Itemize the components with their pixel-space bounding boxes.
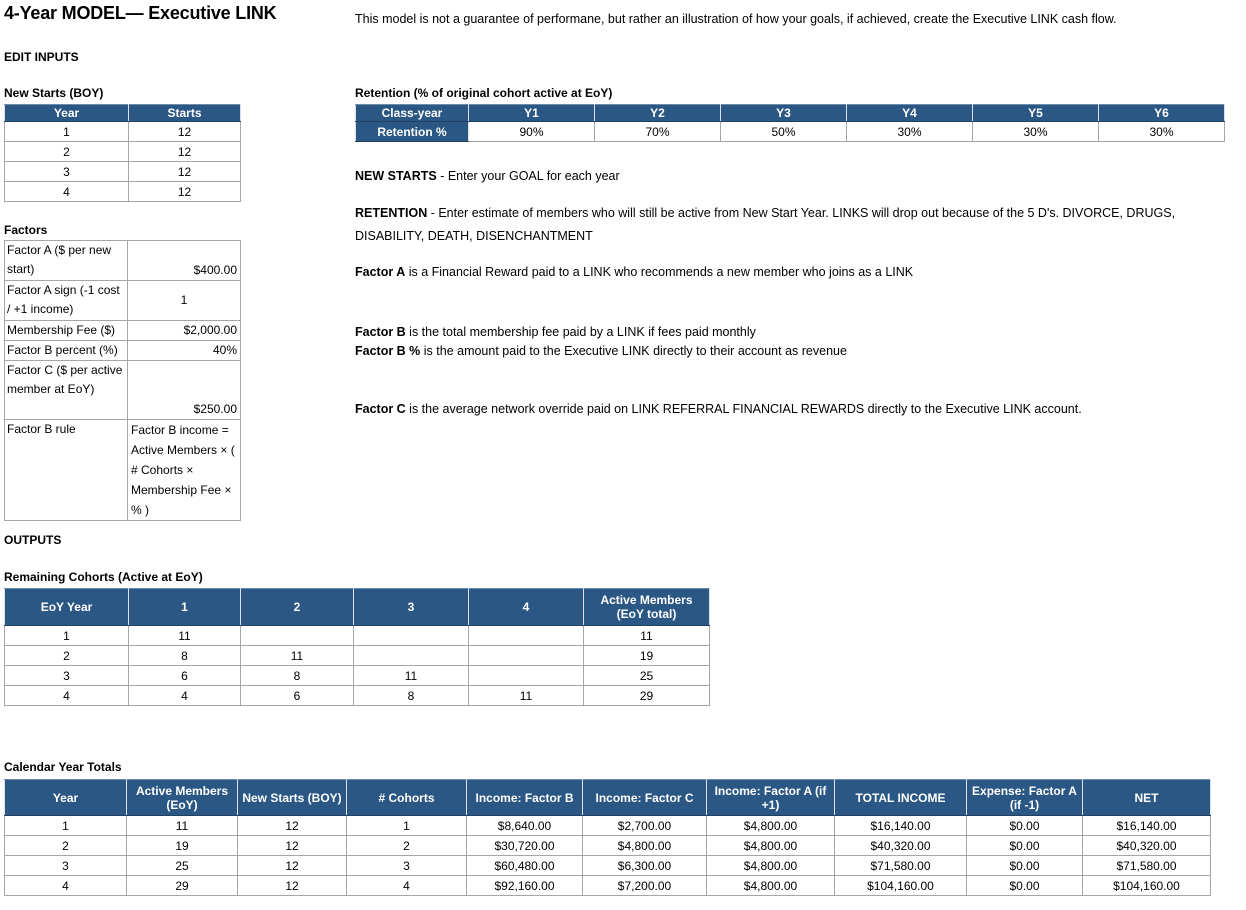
input-cell-retention[interactable]: 30% [973, 122, 1099, 142]
table-row [5, 666, 710, 686]
cell: 12 [238, 836, 347, 856]
calendar-totals-title: Calendar Year Totals [4, 760, 122, 774]
cell: 8 [129, 646, 241, 666]
note-factor-c-text: is the average network override paid on LINK REFERRAL FINANCIAL REWARDS directly to the Executive LINK account. [405, 402, 1082, 416]
column-header-income-b: Income: Factor B [467, 780, 583, 816]
cell [469, 666, 584, 686]
cell: 1 [5, 816, 127, 836]
factor-row [5, 361, 241, 420]
row-header-retention-pct: Retention % [356, 122, 469, 142]
input-cell-starts[interactable]: 12 [129, 142, 241, 162]
cell: $40,320.00 [1083, 836, 1211, 856]
column-header-net: NET [1083, 780, 1211, 816]
cell [241, 626, 354, 646]
cell: 25 [584, 666, 710, 686]
cell: 11 [129, 626, 241, 646]
note-retention-lead: RETENTION [355, 206, 428, 220]
cell: $4,800.00 [707, 836, 835, 856]
table-row [5, 816, 1211, 836]
cell: $4,800.00 [707, 876, 835, 896]
retention-table [355, 104, 1225, 142]
cell: 11 [127, 816, 238, 836]
column-header-y2: Y2 [595, 105, 721, 122]
table-row [5, 182, 241, 202]
table-row [5, 856, 1211, 876]
disclaimer-text: This model is not a guarantee of performane, but rather an illustration of how your goals, if achieved, create the Executive LINK cash flow. [355, 12, 1117, 26]
note-new-starts-lead: NEW STARTS [355, 169, 437, 183]
factor-label: Factor C ($ per active member at EoY) [5, 361, 128, 420]
cell: 11 [584, 626, 710, 646]
cell: 4 [5, 686, 129, 706]
factor-label: Factor A ($ per new start) [5, 241, 128, 281]
table-row [5, 686, 710, 706]
cell: $6,300.00 [583, 856, 707, 876]
factor-label: Membership Fee ($) [5, 321, 128, 341]
factor-row [5, 420, 241, 521]
new-starts-title: New Starts (BOY) [4, 86, 104, 100]
calendar-header-row [5, 780, 1211, 816]
column-header-expense-a: Expense: Factor A (if -1) [967, 780, 1083, 816]
input-cell-factor-a-sign[interactable]: 1 [128, 281, 241, 321]
cell: 8 [354, 686, 469, 706]
cell: $104,160.00 [835, 876, 967, 896]
column-header-cohort-3: 3 [354, 589, 469, 626]
cell: $104,160.00 [1083, 876, 1211, 896]
column-header-cohort-1: 1 [129, 589, 241, 626]
cell: $7,200.00 [583, 876, 707, 896]
note-factor-b-pct [355, 340, 847, 363]
factor-row [5, 241, 241, 281]
cell: 3 [5, 666, 129, 686]
factor-row [5, 281, 241, 321]
cell: 12 [238, 816, 347, 836]
cell: 19 [584, 646, 710, 666]
cell: 6 [129, 666, 241, 686]
column-header-starts: Starts [129, 105, 241, 122]
cell-year: 1 [5, 122, 129, 142]
cell: $0.00 [967, 856, 1083, 876]
cell: $92,160.00 [467, 876, 583, 896]
note-factor-a-lead: Factor A [355, 265, 406, 279]
cell: 29 [127, 876, 238, 896]
cell: 3 [347, 856, 467, 876]
new-starts-header-row [5, 105, 241, 122]
cell: 11 [241, 646, 354, 666]
cell [469, 646, 584, 666]
cell: 29 [584, 686, 710, 706]
note-factor-a-text: is a Financial Reward paid to a LINK who recommends a new member who joins as a LINK [405, 265, 914, 279]
calendar-totals-table [4, 779, 1211, 896]
cell: 8 [241, 666, 354, 686]
remaining-header-row [5, 589, 710, 626]
column-header-y4: Y4 [847, 105, 973, 122]
cell: 12 [238, 856, 347, 876]
column-header-active-members: Active Members (EoY) [127, 780, 238, 816]
cell: $2,700.00 [583, 816, 707, 836]
input-cell-retention[interactable]: 30% [847, 122, 973, 142]
cell: $60,480.00 [467, 856, 583, 876]
cell: 12 [238, 876, 347, 896]
note-factor-c-lead: Factor C [355, 402, 406, 416]
column-header-y6: Y6 [1099, 105, 1225, 122]
cell: 1 [5, 626, 129, 646]
factor-b-rule-cell: Factor B income = Active Members × ( # Cohorts × Membership Fee × % ) [128, 420, 241, 521]
note-factor-b-text: is the total membership fee paid by a LINK if fees paid monthly [405, 325, 756, 339]
cell: $16,140.00 [835, 816, 967, 836]
cell: 11 [469, 686, 584, 706]
retention-header-row [356, 105, 1225, 122]
input-cell-factor-c[interactable]: $250.00 [128, 361, 241, 420]
note-factor-b-pct-text: is the amount paid to the Executive LINK directly to their account as revenue [420, 344, 847, 358]
column-header-income-c: Income: Factor C [583, 780, 707, 816]
cell: 2 [347, 836, 467, 856]
column-header-income-a: Income: Factor A (if +1) [707, 780, 835, 816]
note-factor-b-pct-lead: Factor B % [355, 344, 421, 358]
cell: 4 [347, 876, 467, 896]
cell: 19 [127, 836, 238, 856]
table-row [5, 626, 710, 646]
cell: 6 [241, 686, 354, 706]
cell [354, 646, 469, 666]
cell: $71,580.00 [1083, 856, 1211, 876]
cell: $0.00 [967, 876, 1083, 896]
edit-inputs-label: EDIT INPUTS [4, 50, 79, 64]
note-factor-c [355, 398, 1082, 421]
column-header-y5: Y5 [973, 105, 1099, 122]
cell: $4,800.00 [707, 856, 835, 876]
input-cell-starts[interactable]: 12 [129, 162, 241, 182]
remaining-cohorts-title: Remaining Cohorts (Active at EoY) [4, 570, 203, 584]
factors-table [4, 240, 241, 521]
input-cell-retention[interactable]: 50% [721, 122, 847, 142]
factor-label: Factor A sign (-1 cost / +1 income) [5, 281, 128, 321]
column-header-cohort-2: 2 [241, 589, 354, 626]
cell: 2 [5, 836, 127, 856]
cell: $4,800.00 [707, 816, 835, 836]
input-cell-retention[interactable]: 70% [595, 122, 721, 142]
factor-label: Factor B percent (%) [5, 341, 128, 361]
table-row [5, 142, 241, 162]
cell: $71,580.00 [835, 856, 967, 876]
cell: $0.00 [967, 816, 1083, 836]
column-header-new-starts: New Starts (BOY) [238, 780, 347, 816]
column-header-class-year: Class-year [356, 105, 469, 122]
cell: 11 [354, 666, 469, 686]
retention-title: Retention (% of original cohort active at EoY) [355, 86, 613, 100]
input-cell-retention[interactable]: 90% [469, 122, 595, 142]
note-factor-a [355, 261, 913, 284]
cell: $4,800.00 [583, 836, 707, 856]
note-new-starts [355, 165, 620, 188]
cell: 25 [127, 856, 238, 876]
column-header-year: Year [5, 105, 129, 122]
cell: $40,320.00 [835, 836, 967, 856]
column-header-cohort-4: 4 [469, 589, 584, 626]
factor-row [5, 341, 241, 361]
new-starts-table [4, 104, 241, 202]
input-cell-retention[interactable]: 30% [1099, 122, 1225, 142]
note-new-starts-text: - Enter your GOAL for each year [436, 169, 620, 183]
table-row [5, 836, 1211, 856]
cell: 2 [5, 646, 129, 666]
remaining-cohorts-table [4, 588, 710, 706]
note-retention-text: - Enter estimate of members who will still be active from New Start Year. LINKS will drop out because of the 5 D's. DIVORCE, DRUGS, DISABILITY, DEATH, DISENCHANTMENT [355, 206, 1176, 243]
cell-year: 3 [5, 162, 129, 182]
table-row [5, 122, 241, 142]
input-cell-starts[interactable]: 12 [129, 182, 241, 202]
column-header-eoy-year: EoY Year [5, 589, 129, 626]
cell: $8,640.00 [467, 816, 583, 836]
cell-year: 2 [5, 142, 129, 162]
table-row [5, 876, 1211, 896]
page-title: 4-Year MODEL— Executive LINK [4, 3, 277, 23]
cell: 4 [5, 876, 127, 896]
column-header-y3: Y3 [721, 105, 847, 122]
table-row [5, 162, 241, 182]
cell: 4 [129, 686, 241, 706]
column-header-total-income: TOTAL INCOME [835, 780, 967, 816]
column-header-cohorts: # Cohorts [347, 780, 467, 816]
factor-label: Factor B rule [5, 420, 128, 521]
outputs-label: OUTPUTS [4, 533, 62, 547]
input-cell-starts[interactable]: 12 [129, 122, 241, 142]
cell [469, 626, 584, 646]
cell: $16,140.00 [1083, 816, 1211, 836]
note-factor-b-lead: Factor B [355, 325, 406, 339]
cell: $30,720.00 [467, 836, 583, 856]
retention-values-row [356, 122, 1225, 142]
cell [354, 626, 469, 646]
note-retention [355, 202, 1190, 248]
column-header-year: Year [5, 780, 127, 816]
factors-title: Factors [4, 223, 48, 237]
column-header-active-members: Active Members (EoY total) [584, 589, 710, 626]
input-cell-membership-fee[interactable]: $2,000.00 [128, 321, 241, 341]
table-row [5, 646, 710, 666]
input-cell-factor-b-pct[interactable]: 40% [128, 341, 241, 361]
cell-year: 4 [5, 182, 129, 202]
cell: 3 [5, 856, 127, 876]
cell: $0.00 [967, 836, 1083, 856]
input-cell-factor-a[interactable]: $400.00 [128, 241, 241, 281]
factor-row [5, 321, 241, 341]
cell: 1 [347, 816, 467, 836]
column-header-y1: Y1 [469, 105, 595, 122]
